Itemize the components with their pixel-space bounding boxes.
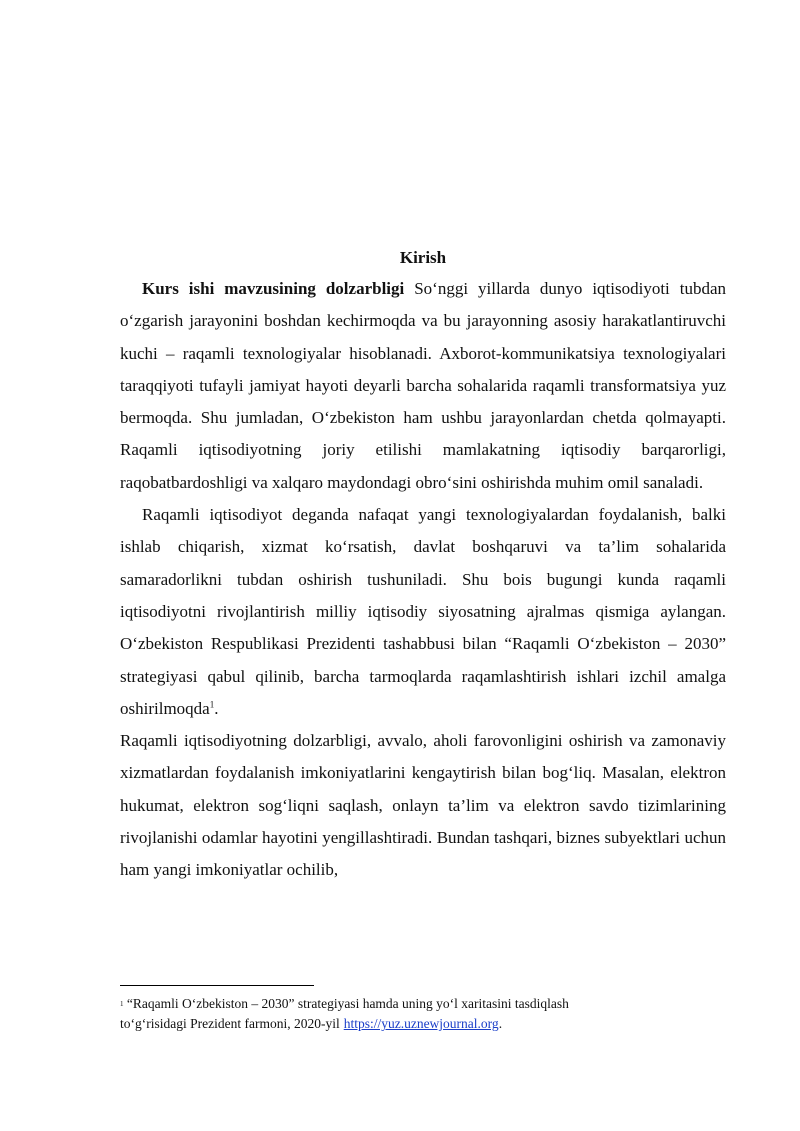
paragraph-1-text: So‘nggi yillarda dunyo iqtisodiyoti tubdan o‘zgarish jarayonini boshdan kechirmoqda va bu jarayonning asosiy harakatlantiruvchi kuchi – raqamli texnologiyalar hisoblanadi. Axborot-kommunikatsiya texnologiyalari taraqqiyoti tufayli jamiyat hayoti deyarli barcha sohalarida raqamli transformatsiya yuz bermoqda. Shu jumladan, O‘zbekiston ham ushbu jarayonlardan chetda qolmayapti. Raqamli iqtisodiyotning joriy etilishi mamlakatning iqtisodiy barqarorligi, raqobatbardoshligi va xalqaro maydondagi obro‘sini oshirishda muhim omil sanaladi. [120,279,726,492]
lead-phrase: Kurs ishi mavzusining dolzarbligi [142,279,405,298]
footnote [120,994,730,1034]
footnote-text-2: to‘g‘risidagi Prezident farmoni, 2020-yil [120,1016,340,1031]
footnote-link[interactable]: https://yuz.uznewjournal.org [343,1016,499,1031]
footnote-reference[interactable]: 1 [209,699,215,710]
footnote-line-1 [120,994,730,1014]
paragraph-3 [120,725,726,886]
paragraph-1 [120,273,726,499]
paragraph-2-text: Raqamli iqtisodiyot deganda nafaqat yangi texnologiyalardan foydalanish, balki ishlab chiqarish, xizmat ko‘rsatish, davlat boshqaruvi va ta’lim sohalarida samaradorlikni tubdan oshirish tushuniladi. Shu bois bugungi kunda raqamli iqtisodiyotni rivojlantirish milliy iqtisodiy siyosatning ajralmas qismiga aylangan. O‘zbekiston Respublikasi Prezidenti tashabbusi bilan “Raqamli O‘zbekiston – 2030” strategiyasi qabul qilinib, barcha tarmoqlarda raqamlashtirish ishlari izchil amalga oshirilmoqda [120,505,726,718]
paragraph-2 [120,499,726,725]
footnote-end: . [498,1016,503,1031]
section-heading: Kirish [399,248,447,267]
footnote-separator [120,985,314,986]
body-text [120,273,726,887]
footnote-line-2 [120,1014,730,1034]
paragraph-2-end: . [214,698,219,718]
footnote-mark: 1 [120,1000,124,1008]
footnote-text-1: “Raqamli O‘zbekiston – 2030” strategiyasi hamda uning yo‘l xaritasini tasdiqlash [123,996,569,1011]
paragraph-3-text: Raqamli iqtisodiyotning dolzarbligi, avvalo, aholi farovonligini oshirish va zamonaviy xizmatlardan foydalanish imkoniyatlarini kengaytirish bilan bog‘liq. Masalan, elektron hukumat, elektron sog‘liqni saqlash, onlayn ta’lim va elektron savdo tizimlarining rivojlanishi odamlar hayotini yengillashtiradi. Bundan tashqari, biznes subyektlari uchun ham yangi imkoniyatlar ochilib, [120,731,726,880]
